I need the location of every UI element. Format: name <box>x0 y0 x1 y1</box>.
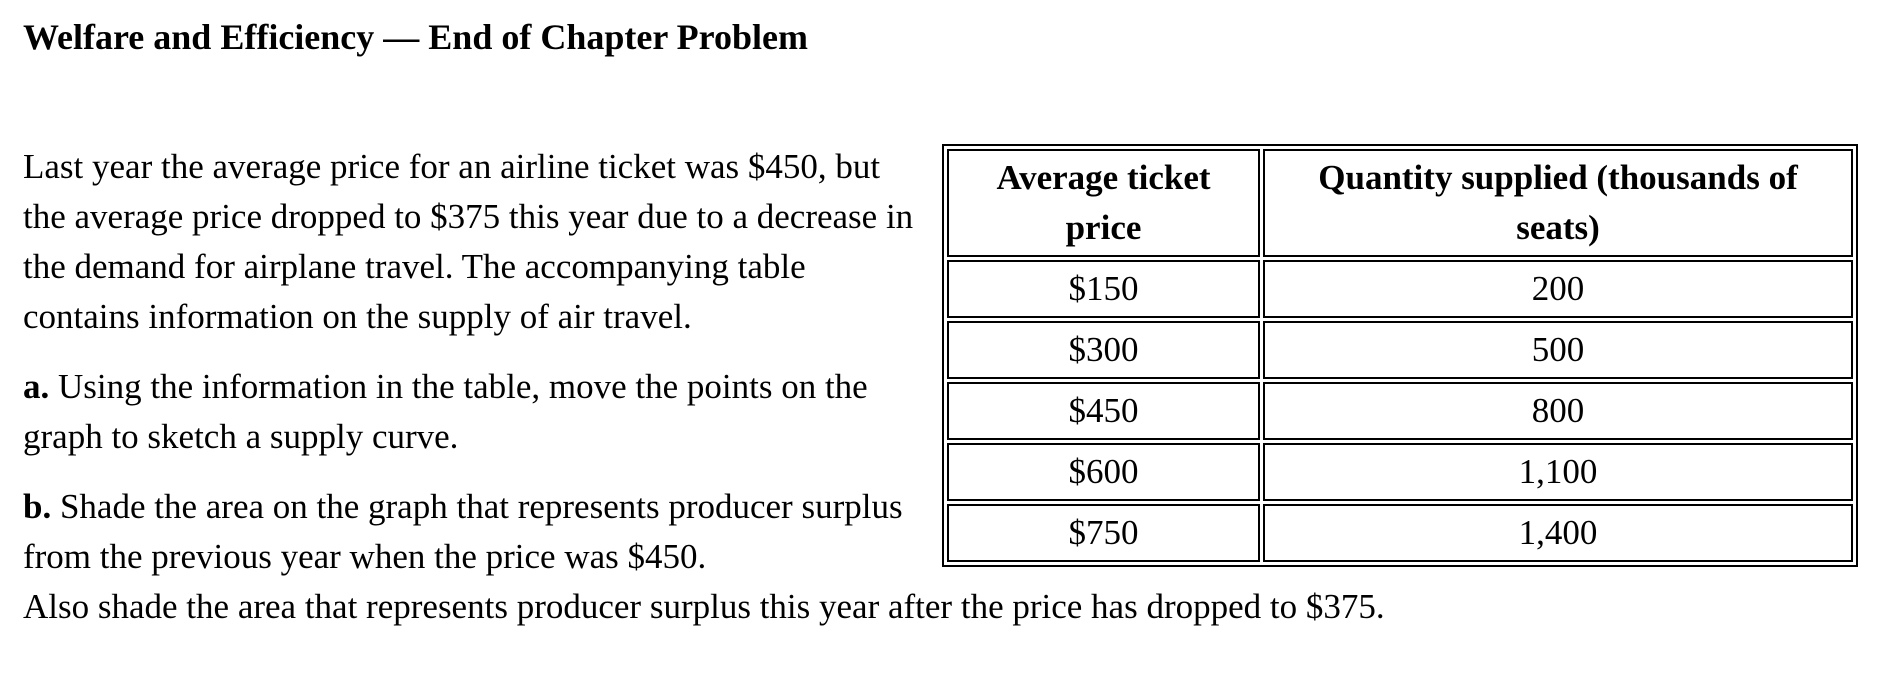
header-average-ticket-price: Average ticket price <box>947 149 1260 257</box>
part-a-label: a. <box>23 367 50 406</box>
page-title: Welfare and Efficiency — End of Chapter Problem <box>23 17 808 57</box>
table-row <box>947 260 1853 318</box>
price-cell: $150 <box>947 260 1260 318</box>
table-row <box>947 321 1853 379</box>
price-cell: $600 <box>947 443 1260 501</box>
table-row <box>947 504 1853 562</box>
quantity-cell: 200 <box>1263 260 1853 318</box>
quantity-cell: 1,100 <box>1263 443 1853 501</box>
price-cell: $450 <box>947 382 1260 440</box>
price-cell: $300 <box>947 321 1260 379</box>
header-quantity-supplied: Quantity supplied (thousands of seats) <box>1263 149 1853 257</box>
quantity-cell: 800 <box>1263 382 1853 440</box>
table-row <box>947 382 1853 440</box>
quantity-cell: 1,400 <box>1263 504 1853 562</box>
part-b-text-continued: Also shade the area that represents producer surplus this year after the price has dropped to $375. <box>23 587 1385 626</box>
supply-table <box>942 144 1858 567</box>
table-row <box>947 443 1853 501</box>
quantity-cell: 500 <box>1263 321 1853 379</box>
table-header-row <box>947 149 1853 257</box>
intro-paragraph: Last year the average price for an airline ticket was $450, but the average price dropped to $375 this year due to a decrease in the demand for airplane travel. The accompanying table contains information on the supply of air travel. <box>23 147 914 336</box>
part-a-text: Using the information in the table, move the points on the graph to sketch a supply curve. <box>23 367 868 456</box>
price-cell: $750 <box>947 504 1260 562</box>
part-b-label: b. <box>23 487 52 526</box>
part-b-text: Shade the area on the graph that represents producer surplus from the previous year when the price was $450. <box>23 487 903 576</box>
problem-content <box>23 142 1863 652</box>
